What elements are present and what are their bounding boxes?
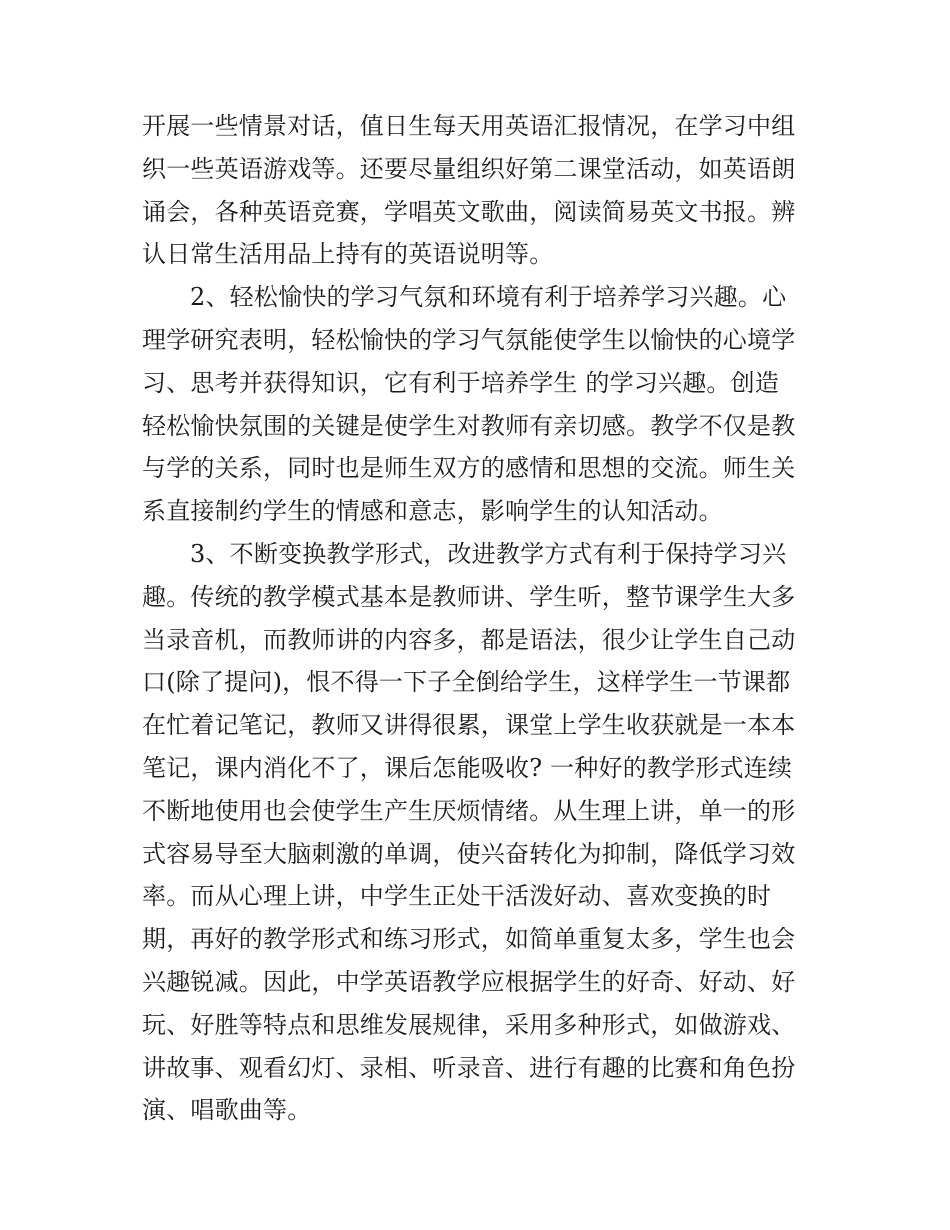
text-line: 不断地使用也会使学生产生厌烦情绪。从生理上讲，单一的形 bbox=[142, 796, 796, 825]
text-line: 在忙着记笔记，教师又讲得很累，课堂上学生收获就是一本本 bbox=[142, 711, 796, 740]
text-line: 织一些英语游戏等。还要尽量组织好第二课堂活动，如英语朗 bbox=[142, 154, 796, 183]
text-line: 3、不断变换教学形式，改进教学方式有利于保持学习兴 bbox=[190, 539, 787, 568]
paragraph-2 bbox=[142, 276, 822, 533]
text-line: 口(除了提问)，恨不得一下子全倒给学生，这样学生一节课都 bbox=[142, 668, 791, 697]
text-line: 习、思考并获得知识，它有利于培养学生 的学习兴趣。创造 bbox=[142, 368, 780, 397]
text-line: 趣。传统的教学模式基本是教师讲、学生听，整节课学生大多 bbox=[142, 582, 796, 611]
text-line: 演、唱歌曲等。 bbox=[142, 1096, 312, 1125]
text-line: 轻松愉快氛围的关键是使学生对教师有亲切感。教学不仅是教 bbox=[142, 411, 796, 440]
text-line: 与学的关系，同时也是师生双方的感情和思想的交流。师生关 bbox=[142, 454, 796, 483]
paragraph-3 bbox=[142, 533, 822, 1132]
document-body bbox=[142, 105, 822, 1132]
text-line: 式容易导至大脑刺激的单调，使兴奋转化为抑制，降低学习效 bbox=[142, 839, 796, 868]
text-line: 系直接制约学生的情感和意志，影响学生的认知活动。 bbox=[142, 497, 723, 526]
text-line: 理学研究表明，轻松愉快的学习气氛能使学生以愉快的心境学 bbox=[142, 325, 796, 354]
paragraph-1 bbox=[142, 105, 822, 276]
text-line: 开展一些情景对话，值日生每天用英语汇报情况，在学习中组 bbox=[142, 112, 796, 140]
text-line: 认日常生活用品上持有的英语说明等。 bbox=[142, 240, 554, 269]
text-line: 讲故事、观看幻灯、录相、听录音、进行有趣的比赛和角色扮 bbox=[142, 1053, 796, 1082]
text-line: 当录音机，而教师讲的内容多，都是语法，很少让学生自己动 bbox=[142, 625, 796, 654]
text-line: 笔记，课内消化不了，课后怎能吸收? 一种好的教学形式连续 bbox=[142, 753, 793, 782]
text-line: 玩、好胜等特点和思维发展规律，采用多种形式，如做游戏、 bbox=[142, 1010, 796, 1039]
text-line: 兴趣锐减。因此，中学英语教学应根据学生的好奇、好动、好 bbox=[142, 967, 796, 996]
text-line: 期，再好的教学形式和练习形式，如简单重复太多，学生也会 bbox=[142, 925, 796, 954]
text-line: 诵会，各种英语竞赛，学唱英文歌曲，阅读简易英文书报。辨 bbox=[142, 197, 796, 226]
text-line: 2、轻松愉快的学习气氛和环境有利于培养学习兴趣。心 bbox=[190, 283, 787, 312]
text-line: 率。而从心理上讲，中学生正处干活泼好动、喜欢变换的时 bbox=[142, 882, 772, 911]
